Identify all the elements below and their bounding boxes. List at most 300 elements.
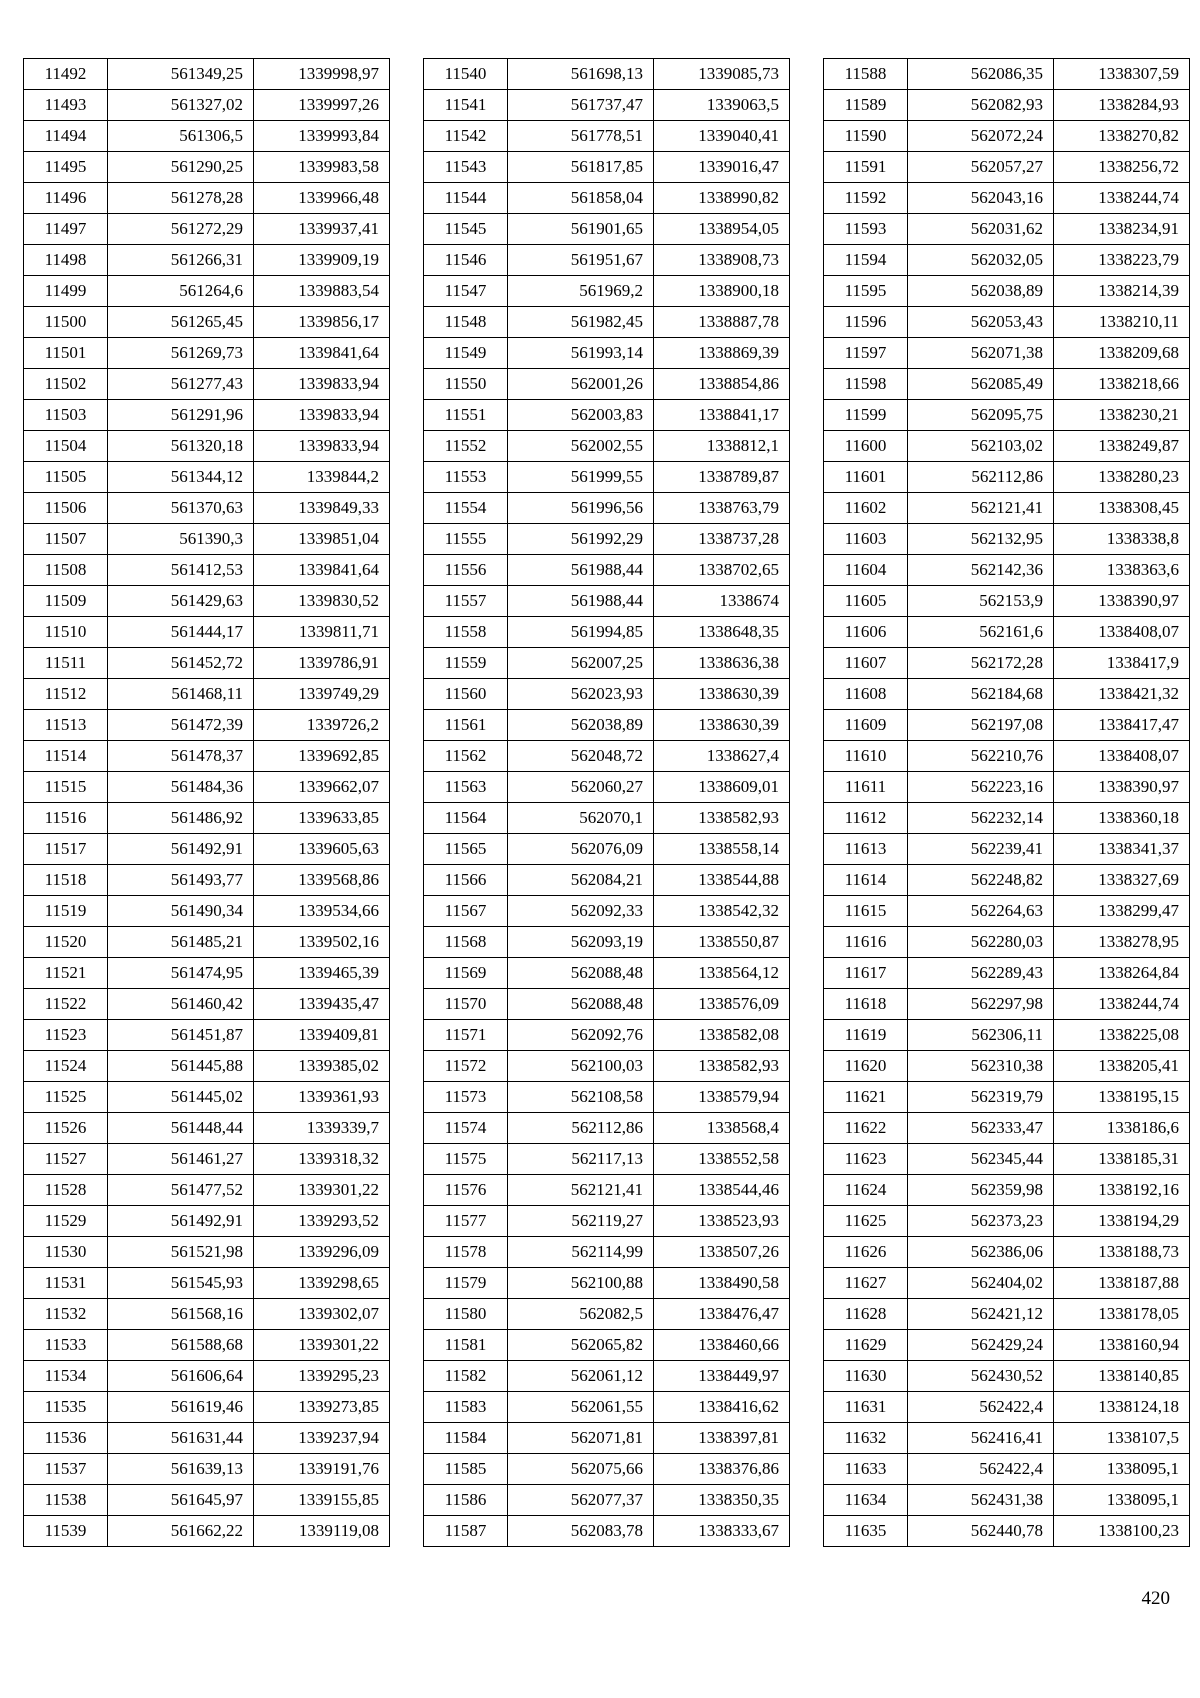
y-coordinate-cell: 1338270,82: [1054, 121, 1190, 152]
y-coordinate-cell: 1338421,32: [1054, 679, 1190, 710]
point-number-cell: 11587: [424, 1516, 508, 1547]
y-coordinate-cell: 1338627,4: [654, 741, 790, 772]
x-coordinate-cell: 561988,44: [508, 586, 654, 617]
x-coordinate-cell: 562117,13: [508, 1144, 654, 1175]
x-coordinate-cell: 561545,93: [108, 1268, 254, 1299]
x-coordinate-cell: 562297,98: [908, 989, 1054, 1020]
table-row: [424, 276, 790, 307]
y-coordinate-cell: 1338107,5: [1054, 1423, 1190, 1454]
y-coordinate-cell: 1339909,19: [254, 245, 390, 276]
x-coordinate-cell: 561452,72: [108, 648, 254, 679]
point-number-cell: 11517: [24, 834, 108, 865]
y-coordinate-cell: 1338582,93: [654, 1051, 790, 1082]
y-coordinate-cell: 1339155,85: [254, 1485, 390, 1516]
y-coordinate-cell: 1338341,37: [1054, 834, 1190, 865]
x-coordinate-cell: 562071,38: [908, 338, 1054, 369]
x-coordinate-cell: 561619,46: [108, 1392, 254, 1423]
table-row: [424, 1516, 790, 1547]
table-row: [824, 989, 1190, 1020]
y-coordinate-cell: 1339534,66: [254, 896, 390, 927]
x-coordinate-cell: 561265,45: [108, 307, 254, 338]
point-number-cell: 11557: [424, 586, 508, 617]
y-coordinate-cell: 1338225,08: [1054, 1020, 1190, 1051]
point-number-cell: 11610: [824, 741, 908, 772]
point-number-cell: 11564: [424, 803, 508, 834]
table-row: [824, 1299, 1190, 1330]
x-coordinate-cell: 561606,64: [108, 1361, 254, 1392]
y-coordinate-cell: 1339605,63: [254, 834, 390, 865]
y-coordinate-cell: 1339833,94: [254, 369, 390, 400]
point-number-cell: 11625: [824, 1206, 908, 1237]
y-coordinate-cell: 1338397,81: [654, 1423, 790, 1454]
table-row: [24, 431, 390, 462]
y-coordinate-cell: 1339465,39: [254, 958, 390, 989]
y-coordinate-cell: 1339883,54: [254, 276, 390, 307]
y-coordinate-cell: 1338223,79: [1054, 245, 1190, 276]
table-row: [424, 1330, 790, 1361]
point-number-cell: 11492: [24, 59, 108, 90]
table-row: [824, 338, 1190, 369]
point-number-cell: 11581: [424, 1330, 508, 1361]
y-coordinate-cell: 1338550,87: [654, 927, 790, 958]
x-coordinate-cell: 562048,72: [508, 741, 654, 772]
y-coordinate-cell: 1339937,41: [254, 214, 390, 245]
table-row: [24, 1051, 390, 1082]
x-coordinate-cell: 562210,76: [908, 741, 1054, 772]
point-number-cell: 11525: [24, 1082, 108, 1113]
x-coordinate-cell: 561278,28: [108, 183, 254, 214]
point-number-cell: 11514: [24, 741, 108, 772]
table-row: [424, 1268, 790, 1299]
point-number-cell: 11592: [824, 183, 908, 214]
table-row: [424, 1485, 790, 1516]
y-coordinate-cell: 1338284,93: [1054, 90, 1190, 121]
point-number-cell: 11531: [24, 1268, 108, 1299]
point-number-cell: 11589: [824, 90, 908, 121]
x-coordinate-cell: 562077,37: [508, 1485, 654, 1516]
x-coordinate-cell: 562386,06: [908, 1237, 1054, 1268]
table-row: [824, 1485, 1190, 1516]
table-row: [424, 59, 790, 90]
point-number-cell: 11571: [424, 1020, 508, 1051]
x-coordinate-cell: 562404,02: [908, 1268, 1054, 1299]
table-row: [424, 1361, 790, 1392]
x-coordinate-cell: 561521,98: [108, 1237, 254, 1268]
y-coordinate-cell: 1338737,28: [654, 524, 790, 555]
table-row: [824, 648, 1190, 679]
table-row: [824, 1423, 1190, 1454]
point-number-cell: 11633: [824, 1454, 908, 1485]
x-coordinate-cell: 561444,17: [108, 617, 254, 648]
point-number-cell: 11578: [424, 1237, 508, 1268]
point-number-cell: 11601: [824, 462, 908, 493]
y-coordinate-cell: 1338230,21: [1054, 400, 1190, 431]
x-coordinate-cell: 562072,24: [908, 121, 1054, 152]
x-coordinate-cell: 561370,63: [108, 493, 254, 524]
point-number-cell: 11512: [24, 679, 108, 710]
y-coordinate-cell: 1338299,47: [1054, 896, 1190, 927]
table-row: [24, 524, 390, 555]
point-number-cell: 11532: [24, 1299, 108, 1330]
point-number-cell: 11611: [824, 772, 908, 803]
point-number-cell: 11613: [824, 834, 908, 865]
point-number-cell: 11560: [424, 679, 508, 710]
x-coordinate-cell: 562421,12: [908, 1299, 1054, 1330]
table-row: [24, 307, 390, 338]
x-coordinate-cell: 561662,22: [108, 1516, 254, 1547]
y-coordinate-cell: 1338350,35: [654, 1485, 790, 1516]
x-coordinate-cell: 561493,77: [108, 865, 254, 896]
table-row: [24, 958, 390, 989]
y-coordinate-cell: 1338648,35: [654, 617, 790, 648]
y-coordinate-cell: 1338327,69: [1054, 865, 1190, 896]
table-row: [824, 524, 1190, 555]
x-coordinate-cell: 561320,18: [108, 431, 254, 462]
point-number-cell: 11563: [424, 772, 508, 803]
point-number-cell: 11567: [424, 896, 508, 927]
x-coordinate-cell: 562431,38: [908, 1485, 1054, 1516]
x-coordinate-cell: 561988,44: [508, 555, 654, 586]
y-coordinate-cell: 1339040,41: [654, 121, 790, 152]
point-number-cell: 11535: [24, 1392, 108, 1423]
y-coordinate-cell: 1338333,67: [654, 1516, 790, 1547]
point-number-cell: 11541: [424, 90, 508, 121]
point-number-cell: 11498: [24, 245, 108, 276]
table-row: [824, 307, 1190, 338]
point-number-cell: 11503: [24, 400, 108, 431]
point-number-cell: 11539: [24, 1516, 108, 1547]
table-row: [24, 152, 390, 183]
table-row: [24, 586, 390, 617]
y-coordinate-cell: 1339966,48: [254, 183, 390, 214]
x-coordinate-cell: 562085,49: [908, 369, 1054, 400]
x-coordinate-cell: 562088,48: [508, 958, 654, 989]
table-row: [424, 1144, 790, 1175]
table-row: [424, 1082, 790, 1113]
table-row: [824, 493, 1190, 524]
point-number-cell: 11552: [424, 431, 508, 462]
table-row: [824, 183, 1190, 214]
y-coordinate-cell: 1339016,47: [654, 152, 790, 183]
point-number-cell: 11523: [24, 1020, 108, 1051]
table-row: [424, 834, 790, 865]
x-coordinate-cell: 562061,12: [508, 1361, 654, 1392]
y-coordinate-cell: 1338185,31: [1054, 1144, 1190, 1175]
table-row: [24, 1206, 390, 1237]
x-coordinate-cell: 562440,78: [908, 1516, 1054, 1547]
y-coordinate-cell: 1339833,94: [254, 400, 390, 431]
x-coordinate-cell: 562031,62: [908, 214, 1054, 245]
x-coordinate-cell: 562373,23: [908, 1206, 1054, 1237]
x-coordinate-cell: 561631,44: [108, 1423, 254, 1454]
point-number-cell: 11559: [424, 648, 508, 679]
table-row: [424, 152, 790, 183]
table-row: [424, 1206, 790, 1237]
y-coordinate-cell: 1338763,79: [654, 493, 790, 524]
table-row: [424, 369, 790, 400]
table-row: [424, 679, 790, 710]
x-coordinate-cell: 561999,55: [508, 462, 654, 493]
x-coordinate-cell: 561993,14: [508, 338, 654, 369]
table-row: [824, 1082, 1190, 1113]
point-number-cell: 11598: [824, 369, 908, 400]
table-row: [824, 59, 1190, 90]
table-row: [824, 1113, 1190, 1144]
point-number-cell: 11544: [424, 183, 508, 214]
x-coordinate-cell: 561858,04: [508, 183, 654, 214]
y-coordinate-cell: 1338854,86: [654, 369, 790, 400]
x-coordinate-cell: 562070,1: [508, 803, 654, 834]
point-number-cell: 11600: [824, 431, 908, 462]
point-number-cell: 11622: [824, 1113, 908, 1144]
point-number-cell: 11584: [424, 1423, 508, 1454]
point-number-cell: 11515: [24, 772, 108, 803]
x-coordinate-cell: 562100,88: [508, 1268, 654, 1299]
point-number-cell: 11551: [424, 400, 508, 431]
table-row: [24, 369, 390, 400]
point-number-cell: 11590: [824, 121, 908, 152]
point-number-cell: 11566: [424, 865, 508, 896]
x-coordinate-cell: 562112,86: [908, 462, 1054, 493]
table-row: [424, 1299, 790, 1330]
point-number-cell: 11526: [24, 1113, 108, 1144]
table-row: [424, 710, 790, 741]
table-row: [424, 555, 790, 586]
table-row: [24, 121, 390, 152]
y-coordinate-cell: 1338702,65: [654, 555, 790, 586]
table-row: [424, 772, 790, 803]
point-number-cell: 11493: [24, 90, 108, 121]
y-coordinate-cell: 1339998,97: [254, 59, 390, 90]
y-coordinate-cell: 1338210,11: [1054, 307, 1190, 338]
y-coordinate-cell: 1339502,16: [254, 927, 390, 958]
table-row: [24, 400, 390, 431]
x-coordinate-cell: 561901,65: [508, 214, 654, 245]
y-coordinate-cell: 1338249,87: [1054, 431, 1190, 462]
table-row: [424, 214, 790, 245]
table-row: [24, 896, 390, 927]
y-coordinate-cell: 1338579,94: [654, 1082, 790, 1113]
point-number-cell: 11583: [424, 1392, 508, 1423]
x-coordinate-cell: 561445,02: [108, 1082, 254, 1113]
x-coordinate-cell: 562119,27: [508, 1206, 654, 1237]
point-number-cell: 11572: [424, 1051, 508, 1082]
y-coordinate-cell: 1338188,73: [1054, 1237, 1190, 1268]
point-number-cell: 11614: [824, 865, 908, 896]
table-row: [24, 1330, 390, 1361]
y-coordinate-cell: 1339361,93: [254, 1082, 390, 1113]
x-coordinate-cell: 562345,44: [908, 1144, 1054, 1175]
point-number-cell: 11574: [424, 1113, 508, 1144]
point-number-cell: 11518: [24, 865, 108, 896]
table-row: [24, 1392, 390, 1423]
point-number-cell: 11530: [24, 1237, 108, 1268]
x-coordinate-cell: 562121,41: [908, 493, 1054, 524]
x-coordinate-cell: 561492,91: [108, 1206, 254, 1237]
x-coordinate-cell: 562065,82: [508, 1330, 654, 1361]
x-coordinate-cell: 562319,79: [908, 1082, 1054, 1113]
y-coordinate-cell: 1338124,18: [1054, 1392, 1190, 1423]
point-number-cell: 11635: [824, 1516, 908, 1547]
y-coordinate-cell: 1338256,72: [1054, 152, 1190, 183]
y-coordinate-cell: 1338812,1: [654, 431, 790, 462]
table-row: [824, 1268, 1190, 1299]
y-coordinate-cell: 1339841,64: [254, 338, 390, 369]
point-number-cell: 11565: [424, 834, 508, 865]
point-number-cell: 11582: [424, 1361, 508, 1392]
x-coordinate-cell: 561490,34: [108, 896, 254, 927]
y-coordinate-cell: 1338887,78: [654, 307, 790, 338]
y-coordinate-cell: 1339409,81: [254, 1020, 390, 1051]
point-number-cell: 11556: [424, 555, 508, 586]
table-row: [824, 1361, 1190, 1392]
x-coordinate-cell: 561448,44: [108, 1113, 254, 1144]
table-row: [824, 865, 1190, 896]
table-row: [424, 1392, 790, 1423]
x-coordinate-cell: 562038,89: [508, 710, 654, 741]
point-number-cell: 11502: [24, 369, 108, 400]
y-coordinate-cell: 1338140,85: [1054, 1361, 1190, 1392]
point-number-cell: 11596: [824, 307, 908, 338]
point-number-cell: 11501: [24, 338, 108, 369]
table-row: [824, 679, 1190, 710]
table-row: [824, 214, 1190, 245]
point-number-cell: 11620: [824, 1051, 908, 1082]
y-coordinate-cell: 1338307,59: [1054, 59, 1190, 90]
table-row: [824, 1237, 1190, 1268]
y-coordinate-cell: 1339811,71: [254, 617, 390, 648]
y-coordinate-cell: 1338908,73: [654, 245, 790, 276]
y-coordinate-cell: 1339273,85: [254, 1392, 390, 1423]
y-coordinate-cell: 1338187,88: [1054, 1268, 1190, 1299]
table-row: [24, 679, 390, 710]
table-row: [424, 90, 790, 121]
y-coordinate-cell: 1339339,7: [254, 1113, 390, 1144]
point-number-cell: 11511: [24, 648, 108, 679]
x-coordinate-cell: 562092,33: [508, 896, 654, 927]
y-coordinate-cell: 1338095,1: [1054, 1485, 1190, 1516]
table-row: [424, 1423, 790, 1454]
y-coordinate-cell: 1339983,58: [254, 152, 390, 183]
y-coordinate-cell: 1338363,6: [1054, 555, 1190, 586]
table-row: [424, 865, 790, 896]
table-row: [424, 462, 790, 493]
x-coordinate-cell: 562310,38: [908, 1051, 1054, 1082]
point-number-cell: 11627: [824, 1268, 908, 1299]
table-row: [24, 245, 390, 276]
table-row: [824, 152, 1190, 183]
x-coordinate-cell: 561477,52: [108, 1175, 254, 1206]
table-row: [824, 90, 1190, 121]
x-coordinate-cell: 561290,25: [108, 152, 254, 183]
table-row: [424, 1237, 790, 1268]
y-coordinate-cell: 1338218,66: [1054, 369, 1190, 400]
x-coordinate-cell: 562003,83: [508, 400, 654, 431]
y-coordinate-cell: 1338954,05: [654, 214, 790, 245]
y-coordinate-cell: 1338990,82: [654, 183, 790, 214]
point-number-cell: 11604: [824, 555, 908, 586]
point-number-cell: 11547: [424, 276, 508, 307]
x-coordinate-cell: 562430,52: [908, 1361, 1054, 1392]
table-row: [424, 431, 790, 462]
table-row: [24, 90, 390, 121]
table-row: [24, 865, 390, 896]
x-coordinate-cell: 561266,31: [108, 245, 254, 276]
table-row: [824, 1206, 1190, 1237]
x-coordinate-cell: 562429,24: [908, 1330, 1054, 1361]
table-row: [24, 555, 390, 586]
table-row: [424, 1175, 790, 1206]
point-number-cell: 11575: [424, 1144, 508, 1175]
x-coordinate-cell: 561429,63: [108, 586, 254, 617]
y-coordinate-cell: 1338636,38: [654, 648, 790, 679]
y-coordinate-cell: 1338408,07: [1054, 617, 1190, 648]
y-coordinate-cell: 1338390,97: [1054, 772, 1190, 803]
y-coordinate-cell: 1339786,91: [254, 648, 390, 679]
x-coordinate-cell: 562002,55: [508, 431, 654, 462]
point-number-cell: 11626: [824, 1237, 908, 1268]
point-number-cell: 11516: [24, 803, 108, 834]
x-coordinate-cell: 561272,29: [108, 214, 254, 245]
y-coordinate-cell: 1339295,23: [254, 1361, 390, 1392]
table-row: [24, 59, 390, 90]
x-coordinate-cell: 562248,82: [908, 865, 1054, 896]
point-number-cell: 11577: [424, 1206, 508, 1237]
y-coordinate-cell: 1338338,8: [1054, 524, 1190, 555]
y-coordinate-cell: 1339856,17: [254, 307, 390, 338]
point-number-cell: 11606: [824, 617, 908, 648]
x-coordinate-cell: 562359,98: [908, 1175, 1054, 1206]
x-coordinate-cell: 562153,9: [908, 586, 1054, 617]
x-coordinate-cell: 562032,05: [908, 245, 1054, 276]
point-number-cell: 11538: [24, 1485, 108, 1516]
y-coordinate-cell: 1338244,74: [1054, 989, 1190, 1020]
y-coordinate-cell: 1338308,45: [1054, 493, 1190, 524]
y-coordinate-cell: 1339997,26: [254, 90, 390, 121]
x-coordinate-cell: 562060,27: [508, 772, 654, 803]
point-number-cell: 11554: [424, 493, 508, 524]
y-coordinate-cell: 1338417,9: [1054, 648, 1190, 679]
point-number-cell: 11499: [24, 276, 108, 307]
point-number-cell: 11527: [24, 1144, 108, 1175]
table-row: [824, 1051, 1190, 1082]
x-coordinate-cell: 562114,99: [508, 1237, 654, 1268]
table-row: [824, 555, 1190, 586]
table-row: [824, 834, 1190, 865]
point-number-cell: 11545: [424, 214, 508, 245]
point-number-cell: 11624: [824, 1175, 908, 1206]
x-coordinate-cell: 562239,41: [908, 834, 1054, 865]
point-number-cell: 11508: [24, 555, 108, 586]
table-row: [824, 710, 1190, 741]
table-row: [424, 741, 790, 772]
x-coordinate-cell: 562422,4: [908, 1392, 1054, 1423]
x-coordinate-cell: 562280,03: [908, 927, 1054, 958]
y-coordinate-cell: 1339749,29: [254, 679, 390, 710]
y-coordinate-cell: 1338390,97: [1054, 586, 1190, 617]
y-coordinate-cell: 1338558,14: [654, 834, 790, 865]
table-row: [824, 431, 1190, 462]
table-row: [824, 1330, 1190, 1361]
table-row: [24, 1144, 390, 1175]
table-row: [24, 989, 390, 1020]
y-coordinate-cell: 1338582,08: [654, 1020, 790, 1051]
x-coordinate-cell: 561291,96: [108, 400, 254, 431]
y-coordinate-cell: 1339237,94: [254, 1423, 390, 1454]
coordinate-table-3: [823, 58, 1190, 1547]
y-coordinate-cell: 1338523,93: [654, 1206, 790, 1237]
table-row: [424, 1113, 790, 1144]
